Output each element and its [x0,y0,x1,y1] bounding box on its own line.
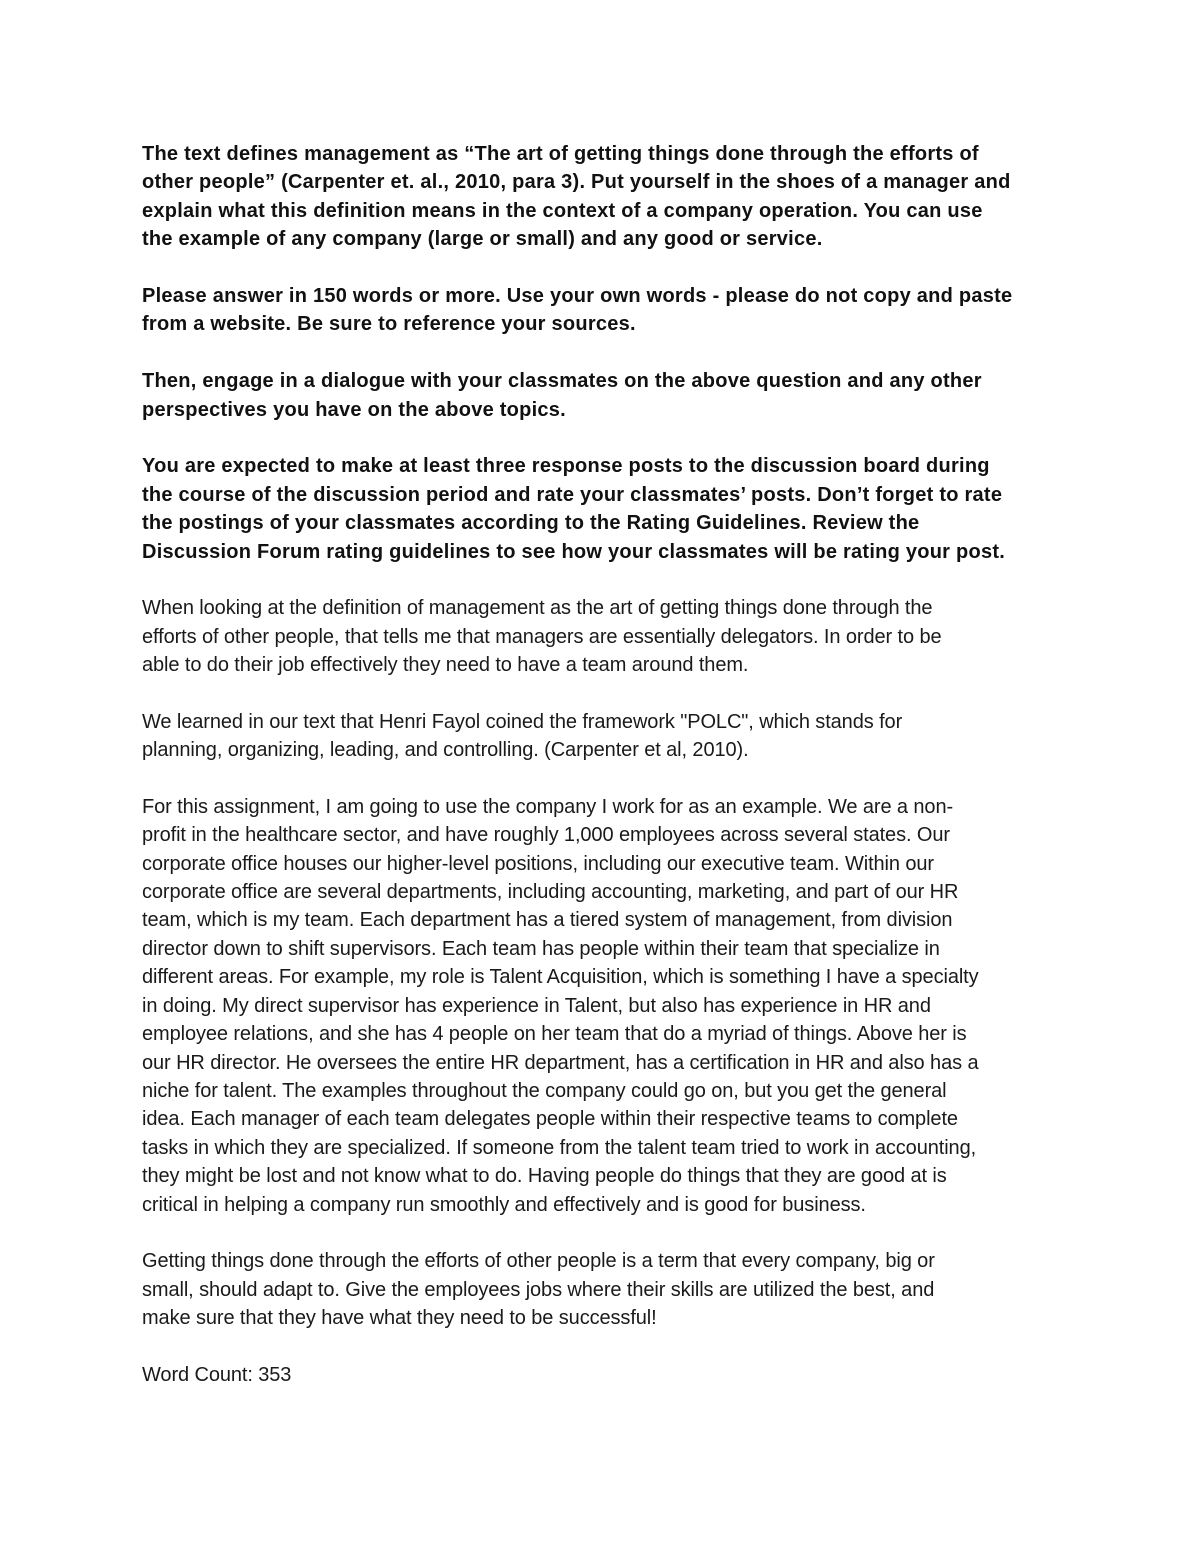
text-line: corporate office are several departments, including accounting, marketing, and part of our HR [142,881,959,904]
text-line: planning, organizing, leading, and controlling. (Carpenter et al, 2010). [142,739,749,762]
text-line: For this assignment, I am going to use the company I work for as an example. We are a non- [142,795,954,818]
text-line: other people” (Carpenter et. al., 2010, para 3). Put yourself in the shoes of a manager and [142,171,1011,194]
text-line: our HR director. He oversees the entire HR department, has a certification in HR and also has a [142,1051,979,1074]
text-line: team, which is my team. Each department has a tiered system of management, from division [142,909,953,932]
response-paragraph-1 [142,594,1072,679]
prompt-paragraph-2 [142,282,1072,339]
text-line: profit in the healthcare sector, and have roughly 1,000 employees across several states. Our [142,824,950,847]
prompt-paragraph-4 [142,452,1072,566]
text-line: Then, engage in a dialogue with your classmates on the above question and any other [142,370,982,393]
text-line: When looking at the definition of management as the art of getting things done through the [142,597,933,620]
text-line: tasks in which they are specialized. If someone from the talent team tried to work in accounting, [142,1136,977,1159]
text-line: small, should adapt to. Give the employees jobs where their skills are utilized the best, and [142,1278,935,1301]
text-line: different areas. For example, my role is Talent Acquisition, which is something I have a specialty [142,966,979,989]
assignment-prompt [142,140,1072,566]
text-line: Discussion Forum rating guidelines to see how your classmates will be rating your post. [142,540,1006,563]
text-line: from a website. Be sure to reference your sources. [142,313,636,336]
text-line: employee relations, and she has 4 people on her team that do a myriad of things. Above her is [142,1023,967,1046]
text-line: able to do their job effectively they need to have a team around them. [142,654,749,677]
prompt-paragraph-3 [142,367,1072,424]
text-line: in doing. My direct supervisor has experience in Talent, but also has experience in HR and [142,994,931,1017]
word-count-text: Word Count: 353 [142,1363,292,1386]
word-count [142,1361,1072,1389]
text-line: corporate office houses our higher-level positions, including our executive team. Within our [142,852,934,875]
text-line: We learned in our text that Henri Fayol coined the framework "POLC", which stands for [142,710,903,733]
response-paragraph-4 [142,1247,1072,1332]
text-line: explain what this definition means in the context of a company operation. You can use [142,199,983,222]
prompt-paragraph-1 [142,140,1072,254]
text-line: the example of any company (large or small) and any good or service. [142,228,823,251]
text-line: critical in helping a company run smoothly and effectively and is good for business. [142,1193,866,1216]
student-response [142,594,1072,1389]
text-line: the postings of your classmates according to the Rating Guidelines. Review the [142,512,920,535]
text-line: niche for talent. The examples throughout the company could go on, but you get the general [142,1079,947,1102]
text-line: they might be lost and not know what to do. Having people do things that they are good at is [142,1165,947,1188]
text-line: You are expected to make at least three response posts to the discussion board during [142,455,990,478]
text-line: perspectives you have on the above topics. [142,398,566,421]
text-line: idea. Each manager of each team delegates people within their respective teams to complete [142,1108,958,1131]
text-line: director down to shift supervisors. Each team has people within their team that specialize in [142,937,940,960]
text-line: The text defines management as “The art of getting things done through the efforts of [142,143,979,165]
text-line: Getting things done through the efforts of other people is a term that every company, big or [142,1250,935,1273]
response-paragraph-3 [142,793,1072,1219]
response-paragraph-2 [142,708,1072,765]
text-line: make sure that they have what they need to be successful! [142,1306,657,1329]
text-line: the course of the discussion period and rate your classmates’ posts. Don’t forget to rate [142,483,1003,506]
text-line: efforts of other people, that tells me that managers are essentially delegators. In order to be [142,625,942,648]
text-line: Please answer in 150 words or more. Use your own words - please do not copy and paste [142,285,1013,308]
document-page [142,140,1072,1389]
